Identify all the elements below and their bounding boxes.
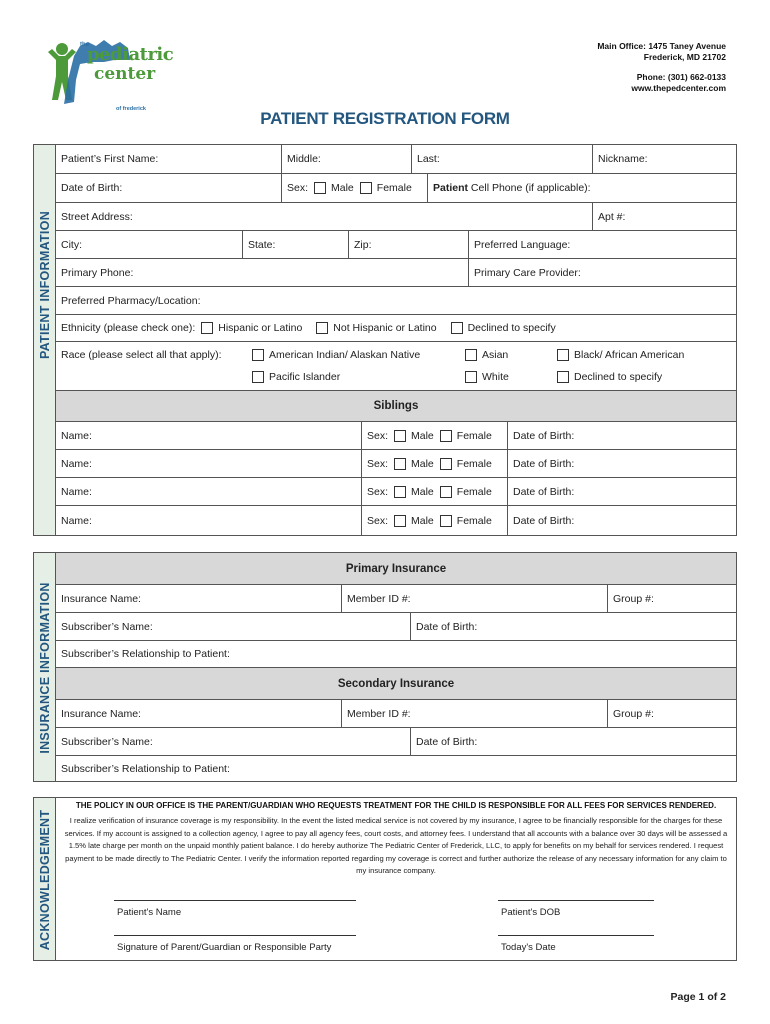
language-label: Preferred Language: (474, 238, 571, 251)
primary-relationship-label: Subscriber’s Relationship to Patient: (61, 648, 230, 660)
dob-label: Date of Birth: (61, 182, 123, 194)
apt-field[interactable] (592, 203, 736, 230)
sibling-female-checkbox[interactable] (440, 458, 452, 470)
sibling-male-label: Male (411, 485, 434, 498)
office-line1: Main Office: 1475 Taney Avenue (597, 41, 726, 51)
sibling-dob-label: Date of Birth: (513, 514, 575, 527)
secondary-member-id-label: Member ID #: (347, 707, 411, 720)
logo-the-text: the (80, 42, 89, 48)
secondary-insurance-name-label: Insurance Name: (61, 707, 141, 720)
middle-name-field[interactable] (281, 145, 411, 173)
middle-name-label: Middle: (287, 153, 321, 165)
insurance-information-section (33, 552, 737, 782)
first-name-label: Patient’s First Name: (61, 153, 159, 165)
street-address-field[interactable] (56, 203, 592, 230)
state-field[interactable] (242, 231, 348, 258)
patient-name-line[interactable] (114, 900, 356, 918)
sibling-name-field[interactable] (56, 450, 361, 477)
secondary-group-label: Group #: (613, 707, 654, 720)
sibling-female-checkbox[interactable] (440, 486, 452, 498)
first-name-field[interactable] (56, 145, 281, 173)
patient-dob-line[interactable] (498, 900, 654, 918)
primary-relationship-field[interactable] (56, 641, 736, 667)
primary-phone-label: Primary Phone: (61, 266, 134, 279)
todays-date-label: Today's Date (501, 942, 556, 953)
sibling-male-label: Male (411, 457, 434, 470)
race-pacific-label: Pacific Islander (269, 371, 341, 383)
sibling-female-label: Female (456, 457, 492, 470)
sibling-row (56, 450, 736, 478)
sibling-male-checkbox[interactable] (394, 430, 406, 442)
row-ethnicity (56, 315, 736, 342)
row-name (56, 145, 736, 174)
race-white-checkbox[interactable] (465, 371, 477, 383)
race-pacific-checkbox[interactable] (252, 371, 264, 383)
sibling-female-checkbox[interactable] (440, 430, 452, 442)
eth-declined-label: Declined to specify (467, 322, 556, 334)
patient-name-sig-label: Patient's Name (117, 907, 182, 918)
patient-information-section (33, 144, 737, 536)
primary-insurance-name-field[interactable] (56, 585, 341, 612)
sex-label: Sex: (287, 182, 309, 194)
race-declined (546, 364, 662, 390)
pharmacy-field[interactable] (56, 287, 736, 314)
sibling-dob-label: Date of Birth: (513, 457, 575, 470)
signature-line[interactable] (114, 935, 356, 953)
sibling-name-field[interactable] (56, 422, 361, 449)
secondary-subscriber-dob-field[interactable] (410, 728, 736, 755)
secondary-relationship-label: Subscriber’s Relationship to Patient: (61, 763, 230, 775)
eth-not-hispanic-checkbox[interactable] (316, 322, 328, 334)
primary-member-id-label: Member ID #: (347, 592, 411, 605)
page-title: PATIENT REGISTRATION FORM (260, 109, 510, 128)
sibling-dob-field[interactable] (507, 450, 736, 477)
row-dob (56, 174, 736, 203)
primary-group-field[interactable] (607, 585, 736, 612)
secondary-insurance-name-field[interactable] (56, 700, 341, 727)
secondary-member-id-field[interactable] (341, 700, 607, 727)
sibling-dob-label: Date of Birth: (513, 485, 575, 498)
eth-declined-checkbox[interactable] (451, 322, 463, 334)
office-website[interactable]: www.thepedcenter.com (631, 83, 726, 93)
siblings-header-row (56, 391, 736, 422)
race-black-label: Black/ African American (574, 349, 685, 361)
secondary-insurance-header-row (56, 668, 736, 700)
primary-group-label: Group #: (613, 592, 654, 605)
race-white (454, 364, 509, 390)
race-asian-checkbox[interactable] (465, 349, 477, 361)
apt-label: Apt #: (598, 210, 626, 223)
secondary-insurance-header: Secondary Insurance (337, 677, 455, 690)
signature-label: Signature of Parent/Guardian or Responsible Party (117, 942, 332, 953)
patient-side-bar (34, 145, 56, 535)
primary-ins-row3 (56, 641, 736, 668)
page-number: Page 1 of 2 (670, 991, 726, 1003)
row-city (56, 231, 736, 259)
row-race (56, 342, 736, 391)
zip-field[interactable] (348, 231, 468, 258)
sibling-name-label: Name: (61, 457, 92, 470)
office-address (597, 41, 726, 94)
sibling-female-label: Female (456, 514, 492, 527)
eth-hispanic-checkbox[interactable] (201, 322, 213, 334)
row-pharmacy (56, 287, 736, 315)
sibling-dob-field[interactable] (507, 478, 736, 505)
sibling-name-field[interactable] (56, 478, 361, 505)
city-field[interactable] (56, 231, 242, 258)
sibling-male-label: Male (411, 429, 434, 442)
sibling-sex-field (361, 478, 507, 505)
office-phone: Phone: (301) 662-0133 (636, 72, 726, 82)
state-label: State: (248, 238, 276, 251)
row-phone (56, 259, 736, 287)
primary-subscriber-label: Subscriber’s Name: (61, 620, 153, 633)
sibling-name-label: Name: (61, 485, 92, 498)
siblings-header: Siblings (373, 400, 419, 412)
street-address-label: Street Address: (61, 210, 133, 223)
primary-ins-row2 (56, 613, 736, 641)
sibling-row (56, 478, 736, 506)
sibling-female-checkbox[interactable] (440, 515, 452, 527)
last-name-field[interactable] (411, 145, 592, 173)
secondary-group-field[interactable] (607, 700, 736, 727)
race-black-checkbox[interactable] (557, 349, 569, 361)
secondary-relationship-field[interactable] (56, 756, 736, 782)
last-name-label: Last: (417, 153, 440, 165)
logo-text-frederick: of frederick (116, 106, 146, 112)
dob-field[interactable] (56, 174, 281, 202)
sibling-male-checkbox[interactable] (394, 486, 406, 498)
language-field[interactable] (468, 231, 736, 258)
ethnicity-field (56, 315, 736, 341)
cell-phone-label-bold: Patient (433, 182, 469, 194)
sibling-sex-label: Sex: (367, 457, 389, 470)
sibling-male-checkbox[interactable] (394, 515, 406, 527)
sex-female-checkbox[interactable] (360, 182, 372, 194)
race-white-label: White (482, 371, 509, 383)
pharmacy-label: Preferred Pharmacy/Location: (61, 294, 201, 307)
cell-phone-label: Cell Phone (if applicable): (468, 182, 591, 194)
sex-field (281, 174, 427, 202)
ack-side-bar (34, 798, 56, 960)
insurance-side-label: INSURANCE INFORMATION (38, 582, 52, 754)
policy-heading: THE POLICY IN OUR OFFICE IS THE PARENT/GUARDIAN WHO REQUESTS TREATMENT FOR THE CHILD IS RESPONSIBLE FOR ALL FEES FOR SERVICES RENDERED. (75, 801, 717, 810)
sibling-sex-field (361, 506, 507, 535)
secondary-subscriber-label: Subscriber’s Name: (61, 735, 153, 748)
primary-subscriber-name-field[interactable] (56, 613, 410, 640)
primary-member-id-field[interactable] (341, 585, 607, 612)
eth-not-hispanic-label: Not Hispanic or Latino (333, 322, 437, 334)
secondary-ins-row2 (56, 728, 736, 756)
patient-dob-sig-label: Patient's DOB (501, 907, 561, 918)
race-label-cell (56, 342, 222, 368)
zip-label: Zip: (354, 238, 372, 251)
primary-care-provider-field[interactable] (468, 259, 736, 286)
sibling-sex-field (361, 450, 507, 477)
sibling-female-label: Female (456, 429, 492, 442)
primary-subscriber-dob-field[interactable] (410, 613, 736, 640)
sibling-dob-field[interactable] (507, 422, 736, 449)
secondary-subscriber-dob-label: Date of Birth: (416, 735, 478, 748)
sex-male-checkbox[interactable] (314, 182, 326, 194)
sibling-row (56, 422, 736, 450)
ack-side-label: ACKNOWLEDGEMENT (38, 809, 52, 951)
policy-body: I realize verification of insurance coverage is my responsibility. In the event the listed medical service is not covered by my insurance, I agree to be financially responsible for the charges for these services. If my account is assigned to a collection agency, I agree to pay all agency fees, court costs, and attorney fees. I understand that all accounts with a balance over 30 days will be assessed a 1.5% late charge per month on the unpaid monthly patient balance. I do hereby authorize The Pediatric Center of Frederick, LLC, to apply for benefits on my behalf for services rendered. I request payment to be made directly to The Pediatric Center. I verify the information reported regarding my coverage is correct and further authorize the release of any necessary information for any claim to my insurance company. (64, 816, 728, 875)
nickname-field[interactable] (592, 145, 736, 173)
race-amer-indian-label: American Indian/ Alaskan Native (269, 349, 421, 361)
secondary-subscriber-name-field[interactable] (56, 728, 410, 755)
sibling-sex-label: Sex: (367, 514, 389, 527)
sibling-sex-field (361, 422, 507, 449)
acknowledgement-section (33, 797, 737, 961)
todays-date-line[interactable] (498, 935, 654, 953)
eth-hispanic-label: Hispanic or Latino (218, 322, 303, 334)
race-label: Race (please select all that apply): (61, 349, 222, 361)
primary-insurance-header: Primary Insurance (345, 562, 447, 575)
race-declined-checkbox[interactable] (557, 371, 569, 383)
sibling-name-label: Name: (61, 514, 92, 527)
race-asian-label: Asian (482, 349, 509, 361)
logo-text-pediatric: pediatric (87, 44, 174, 65)
primary-ins-row1 (56, 585, 736, 613)
race-declined-label: Declined to specify (574, 371, 663, 383)
race-pacific (241, 364, 340, 390)
sibling-name-label: Name: (61, 429, 92, 442)
sibling-sex-label: Sex: (367, 485, 389, 498)
logo-text-center: center (94, 64, 156, 84)
office-line2: Frederick, MD 21702 (643, 52, 726, 62)
nickname-label: Nickname: (598, 153, 648, 165)
ethnicity-label: Ethnicity (please check one): (61, 322, 196, 334)
primary-phone-field[interactable] (56, 259, 468, 286)
provider-label: Primary Care Provider: (474, 266, 581, 279)
sex-male-label: Male (331, 182, 354, 194)
sibling-male-checkbox[interactable] (394, 458, 406, 470)
primary-insurance-header-row (56, 553, 736, 585)
primary-subscriber-dob-label: Date of Birth: (416, 620, 478, 633)
patient-side-label: PATIENT INFORMATION (38, 210, 52, 360)
sibling-dob-label: Date of Birth: (513, 429, 575, 442)
sibling-dob-field[interactable] (507, 506, 736, 535)
race-amer-indian-checkbox[interactable] (252, 349, 264, 361)
sibling-sex-label: Sex: (367, 429, 389, 442)
primary-insurance-name-label: Insurance Name: (61, 592, 141, 605)
secondary-ins-row1 (56, 700, 736, 728)
sibling-male-label: Male (411, 514, 434, 527)
secondary-ins-row3 (56, 756, 736, 782)
cell-phone-field[interactable] (427, 174, 736, 202)
sibling-female-label: Female (456, 485, 492, 498)
row-street (56, 203, 736, 231)
sibling-name-field[interactable] (56, 506, 361, 535)
insurance-side-bar (34, 553, 56, 781)
city-label: City: (61, 238, 82, 251)
company-logo (44, 40, 174, 118)
sibling-row (56, 506, 736, 535)
sex-female-label: Female (376, 182, 412, 194)
